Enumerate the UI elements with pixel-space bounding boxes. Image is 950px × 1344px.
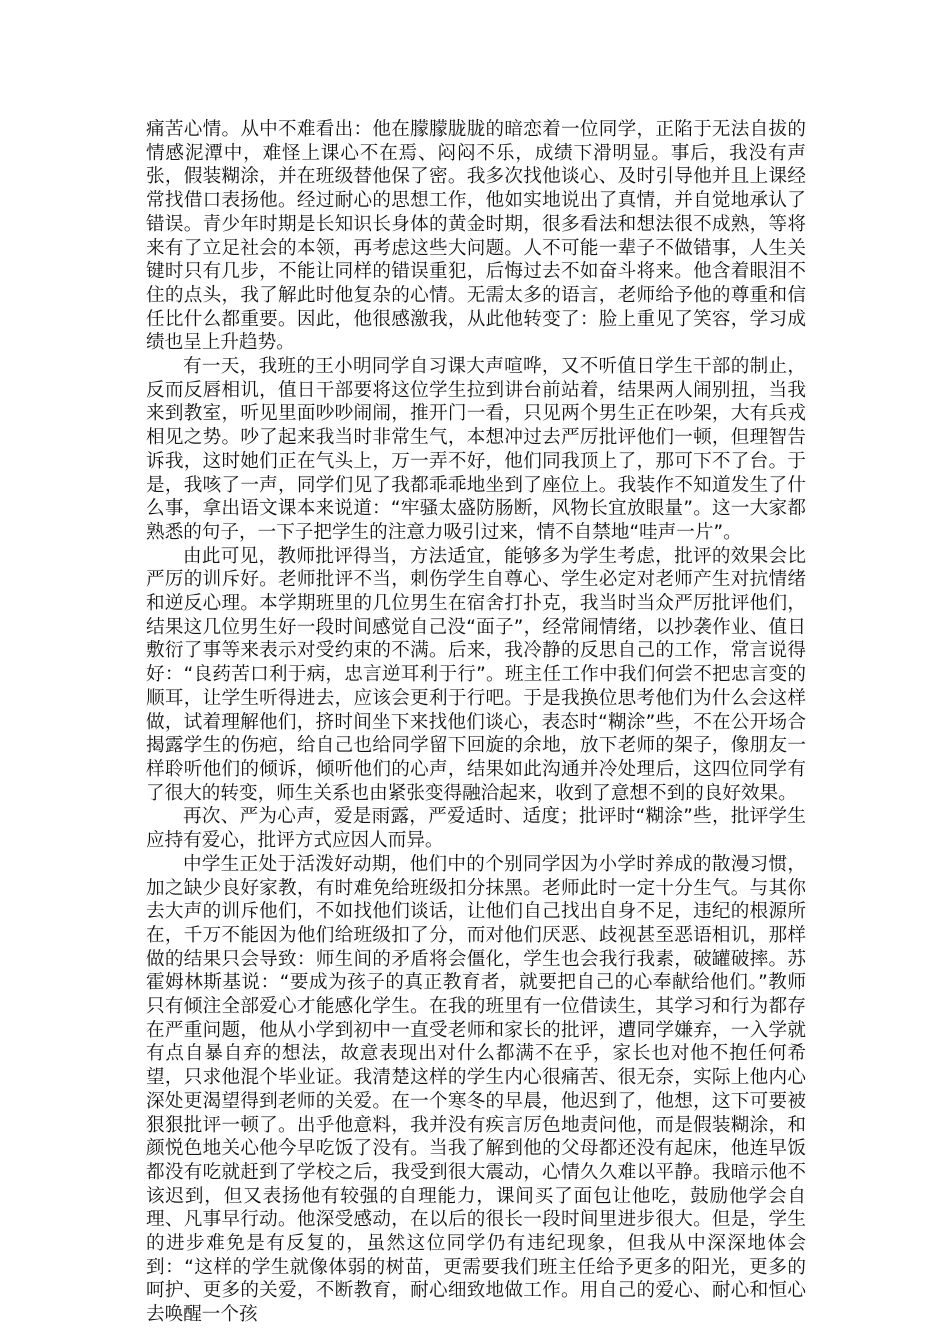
document-page xyxy=(146,118,806,1327)
paragraph-1: 痛苦心情。从中不难看出：他在朦朦胧胧的暗恋着一位同学，正陷于无法自拔的情感泥潭中，难怪上课心不在焉、闷闷不乐，成绩下滑明显。事后，我没有声张，假装糊涂，并在班级替他保了密。我多次找他谈心、及时引导他并且上课经常找借口表扬他。经过耐心的思想工作，他如实地说出了真情，并自觉地承认了错误。青少年时期是长知识长身体的黄金时期，很多看法和想法很不成熟，等将来有了立足社会的本领，再考虑这些大问题。人不可能一辈子不做错事，人生关键时只有几步，不能让同样的错误重犯，后悔过去不如奋斗将来。他含着眼泪不住的点头，我了解此时他复杂的心情。无需太多的语言，老师给予他的尊重和信任比什么都重要。因此，他很感激我，从此他转变了：脸上重见了笑容，学习成绩也呈上升趋势。 xyxy=(146,119,806,354)
paragraph-2: 有一天，我班的王小明同学自习课大声喧哗，又不听值日学生干部的制止，反而反唇相讥，值日干部要将这位学生拉到讲台前站着，结果两人闹别扭，当我来到教室，听见里面吵吵闹闹，推开门一看，只见两个男生正在吵架，大有兵戎相见之势。吵了起来我当时非常生气，本想冲过去严厉批评他们一顿，但理智告诉我，这时她们正在气头上，万一弄不好，他们同我顶上了，那可下不了台。于是，我咳了一声，同学们见了我都乖乖地坐到了座位上。我装作不知道发生了什么事，拿出语文课本来说道：“牢骚太盛防肠断，风物长宜放眼量”。这一大家都熟悉的句子，一下子把学生的注意力吸引过来，情不自禁地“哇声一片”。 xyxy=(146,356,806,543)
paragraph-4: 再次、严为心声，爱是雨露，严爱适时、适度；批评时“糊涂”些，批评学生应持有爱心，批评方式应因人而异。 xyxy=(146,806,806,852)
paragraph-3: 由此可见，教师批评得当，方法适宜，能够多为学生考虑，批评的效果会比严厉的训斥好。老师批评不当，刺伤学生自尊心、学生必定对老师产生对抗情绪和逆反心理。本学期班里的几位男生在宿舍打扑克，我当时当众严厉批评他们，结果这几位男生好一段时间感觉自己没“面子”，经常闹情绪，以抄袭作业、值日敷衍了事等来表示对受约束的不满。后来，我冷静的反思自己的工作，常言说得好：“良药苦口利于病，忠言逆耳利于行”。班主任工作中我们何尝不把忠言变的顺耳，让学生听得进去，应该会更利于行吧。于是我换位思考他们为什么会这样做，试着理解他们，挤时间坐下来找他们谈心，表态时“糊涂”些，不在公开场合揭露学生的伤疤，给自己也给同学留下回旋的余地，放下老师的架子，像朋友一样聆听他们的倾诉，倾听他们的心声，结果如此沟通并冷处理后，这四位同学有了很大的转变，师生关系也由紧张变得融洽起来，收到了意想不到的良好效果。 xyxy=(146,545,806,804)
paragraph-5: 中学生正处于活泼好动期，他们中的个别同学因为小学时养成的散漫习惯，加之缺少良好家教，有时难免给班级扣分抹黑。老师此时一定十分生气。与其你去大声的训斥他们，不如找他们谈话，让他们自己找出自身不足，违纪的根源所在，千万不能因为他们给班级扣了分，而对他们厌恶、歧视甚至恶语相讥，那样做的结果只会导致：师生间的矛盾将会僵化，学生也会我行我素，破罐破摔。苏霍姆林斯基说：“要成为孩子的真正教育者，就要把自己的心奉献给他们。”教师只有倾注全部爱心才能感化学生。在我的班里有一位借读生，其学习和行为都存在严重问题，他从小学到初中一直受老师和家长的批评，遭同学嫌弃，一入学就有点自暴自弃的想法，故意表现出对什么都满不在乎，家长也对他不抱任何希望，只求他混个毕业证。我清楚这样的学生内心很痛苦、很无奈，实际上他内心深处更渴望得到老师的关爱。在一个寒冬的早晨，他迟到了，他想，这下可要被狠狠批评一顿了。出乎他意料，我并没有疾言厉色地责问他，而是假装糊涂，和颜悦色地关心他今早吃饭了没有。当我了解到他的父母都还没有起床，他连早饭都没有吃就赶到了学校之后，我受到很大震动，心情久久难以平静。我暗示他不该迟到，但又表扬他有较强的自理能力，课间买了面包让他吃，鼓励他学会自理、凡事早行动。他深受感动，在以后的很长一段时间里进步很大。但是，学生的进步难免是有反复的，虽然这位同学仍有违纪现象，但我从中深深地体会到：“这样的学生就像体弱的树苗，更需要我们班主任给予更多的阳光，更多的呵护、更多的关爱，不断教育，耐心细致地做工作。用自己的爱心、耐心和恒心去唤醒一个孩 xyxy=(146,853,806,1326)
